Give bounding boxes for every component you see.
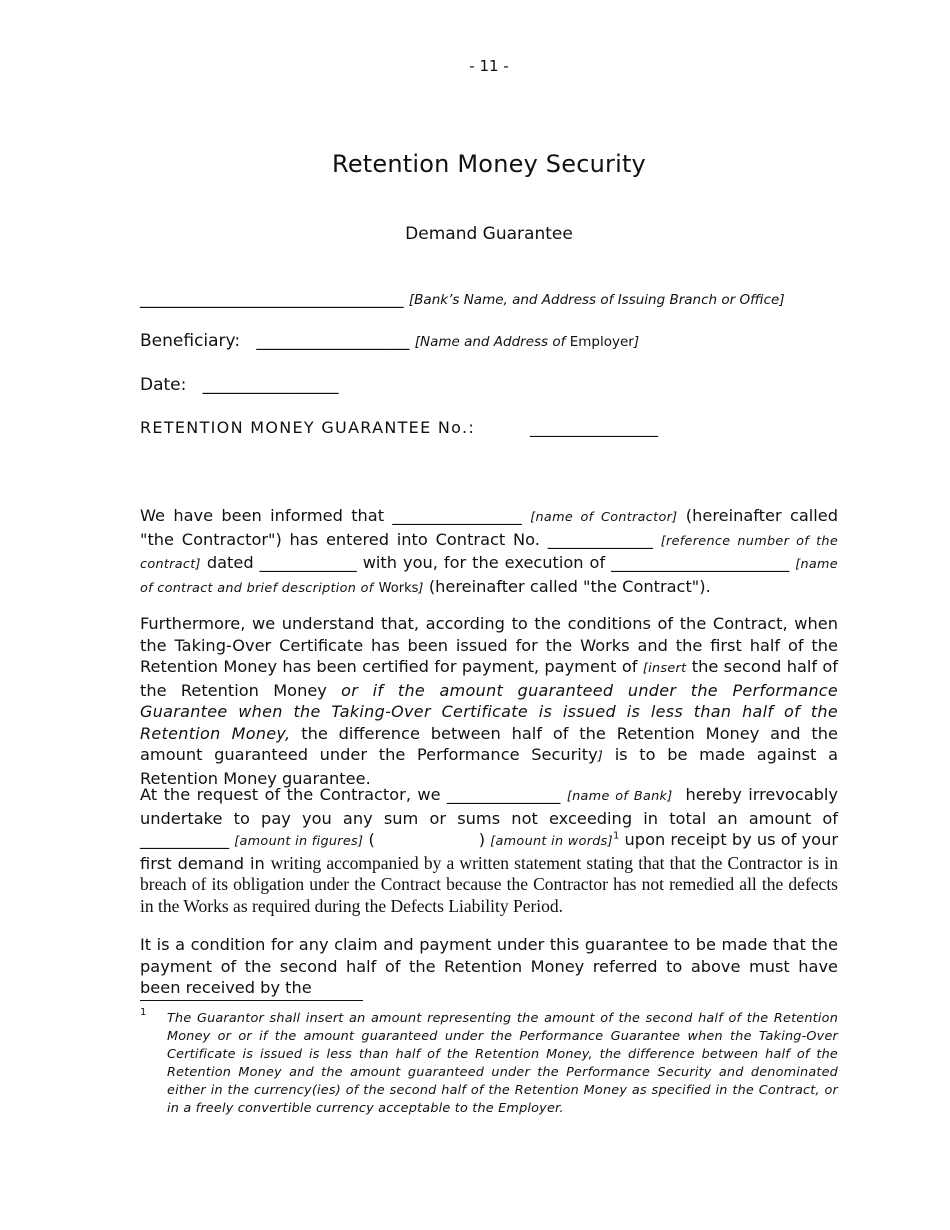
footnote-number: 1 [140,1007,147,1018]
bank-hint: [Bank’s Name, and Address of Issuing Branch or Office] [408,292,785,308]
para1-hint-reference: [reference number of the contract] [140,533,838,572]
document-subtitle: Demand Guarantee [405,224,573,244]
beneficiary-line [140,331,639,351]
page-number: - 11 - [469,57,509,75]
para3-hint-figures: [amount in figures] [234,834,364,849]
date-label: Date: [140,375,187,395]
paragraph-claim-condition [140,934,838,999]
para3-hint-bank: [name of Bank] [566,789,673,804]
para1-text-3: dated ____________ with you, for the execution of ______________________ [206,553,790,572]
footnote-reference: 1 [612,830,620,842]
guarantee-number-line [140,418,658,437]
para3-text-1: At the request of the Contractor, we ______________ [140,785,561,804]
para3-text-2: hereby irrevocably undertake to pay you any sum or sums not exceeding in total an amount of ___________ [140,785,838,849]
guarantee-number-label: RETENTION MONEY GUARANTEE No.: [140,418,476,437]
para3-text-5: writing accompanied by a written statement stating that that the Contractor is in breach of its obligation under the Contract because the Contractor has not remedied all the defects in the Works as required during the Defects Liability Period. [140,852,838,916]
para1-text-2: (hereinafter called "the Contractor") has entered into Contract No. _____________ [140,506,838,549]
para1-hint-description: [name of contract and brief description of [140,557,838,596]
para2-hint-insert: [insert [642,661,687,676]
para3-amount-parens: ( ) [368,830,486,849]
paragraph-contract-info [140,505,838,599]
para1-hint-works: Works [378,580,419,596]
para2-text-1: Furthermore, we understand that, according to the conditions of the Contract, when the Taking-Over Certificate has been issued for the Works and the first half of the Retention Money has been certified for payment, payment of [140,614,838,676]
para2-hint-close: ] [597,749,603,764]
footnote-text: The Guarantor shall insert an amount representing the amount of the second half of the Retention Money or or if the amount guaranteed under the Performance Guarantee when the Taking-Over Certificate is issued is less than half of the Retention Money, the difference between half of the Retention Money and the amount guaranteed under the Performance Security and denominated either in the currency(ies) of the second half of the Retention Money as specified in the Contract, or in a freely convertible currency acceptable to the Employer. [167,1011,838,1116]
para1-hint-contractor: [name of Contractor] [530,510,678,525]
para1-text-4: (hereinafter called "the Contract"). [428,576,711,596]
paragraph-retention-conditions [140,613,838,789]
para2-text-2: the second half of the Retention Money [140,657,839,700]
footnote-divider [140,1000,363,1001]
beneficiary-hint-a: [Name and Address of [414,334,566,350]
para1-hint-close: ] [418,580,424,596]
para4-text-1: It is a condition for any claim and payment under this guarantee to be made that the payment of the second half of the Retention Money referred to above must have been received by the [140,935,838,997]
para3-text-4: upon receipt by us of your first demand in [140,830,838,873]
beneficiary-label: Beneficiary: [140,331,241,351]
para3-hint-words: [amount in words] [490,834,613,849]
para1-text-1: We have been informed that ________________ [140,506,522,525]
para2-hint-alternative: or if the amount guaranteed under the Performance Guarantee when the Taking-Over Certificate is issued is less than half of the Retention Money, [140,680,839,743]
date-line [140,375,339,395]
beneficiary-hint-c: ] [633,334,640,350]
beneficiary-blank: __________________ [256,331,410,351]
para2-text-3: the difference between half of the Retention Money and the amount guaranteed under the Performance Security [140,723,838,764]
para2-text-4: is to be made against a Retention Money guarantee. [140,745,838,788]
paragraph-bank-undertaking [140,784,838,917]
guarantee-number-blank: ________________ [530,418,658,437]
document-title: Retention Money Security [332,150,646,178]
bank-blank: _______________________________ [140,289,404,309]
date-blank: ________________ [202,375,339,395]
bank-address-line [140,289,785,309]
beneficiary-hint-b: Employer [569,334,634,350]
